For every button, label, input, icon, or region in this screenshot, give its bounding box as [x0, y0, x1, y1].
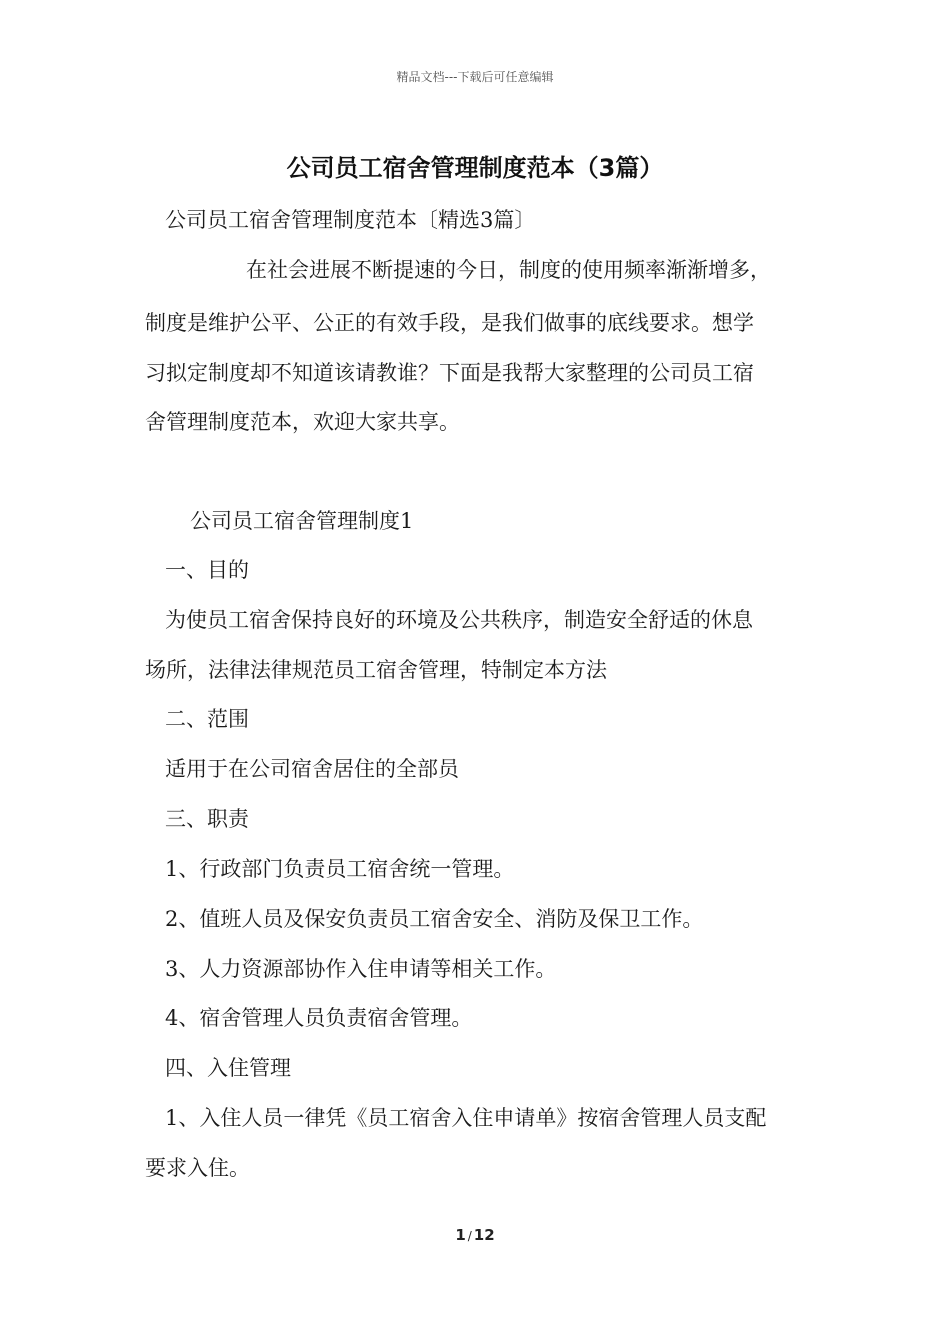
section-title: 公司员工宿舍管理制度1 — [190, 509, 414, 533]
total-pages: 12 — [473, 1226, 495, 1244]
current-page: 1 — [455, 1226, 466, 1244]
page-number — [0, 1226, 950, 1244]
checkin-line-2: 要求入住。 — [145, 1156, 250, 1180]
checkin-heading: 四、入住管理 — [165, 1056, 291, 1080]
scope-text: 适用于在公司宿舍居住的全部员 — [165, 757, 459, 781]
duty-item-4: 4、宿舍管理人员负责宿舍管理。 — [165, 1006, 473, 1030]
header-note: 精品文档---下载后可任意编辑 — [396, 70, 554, 84]
intro-line-3: 习拟定制度却不知道该请教谁？下面是我帮大家整理的公司员工宿 — [145, 361, 754, 385]
purpose-line-2: 场所，法律法律规范员工宿舍管理，特制定本方法 — [145, 658, 607, 682]
document-subtitle: 公司员工宿舍管理制度范本〔精选3篇〕 — [165, 208, 536, 232]
duty-item-3: 3、人力资源部协作入住申请等相关工作。 — [165, 957, 557, 981]
intro-line-4: 舍管理制度范本，欢迎大家共享。 — [145, 410, 460, 434]
document-title: 公司员工宿舍管理制度范本（3篇） — [286, 154, 664, 182]
purpose-line-1: 为使员工宿舍保持良好的环境及公共秩序，制造安全舒适的休息 — [165, 608, 753, 632]
purpose-heading: 一、目的 — [165, 558, 249, 582]
intro-line-2: 制度是维护公平、公正的有效手段，是我们做事的底线要求。想学 — [145, 311, 754, 335]
checkin-line-1: 1、入住人员一律凭《员工宿舍入住申请单》按宿舍管理人员支配 — [165, 1106, 767, 1130]
page-separator: / — [467, 1229, 472, 1243]
duty-item-2: 2、值班人员及保安负责员工宿舍安全、消防及保卫工作。 — [165, 907, 704, 931]
scope-heading: 二、范围 — [165, 707, 249, 731]
duty-item-1: 1、行政部门负责员工宿舍统一管理。 — [165, 857, 515, 881]
duties-heading: 三、职责 — [165, 807, 249, 831]
intro-line-1: 在社会进展不断提速的今日，制度的使用频率渐渐增多， — [246, 258, 771, 282]
